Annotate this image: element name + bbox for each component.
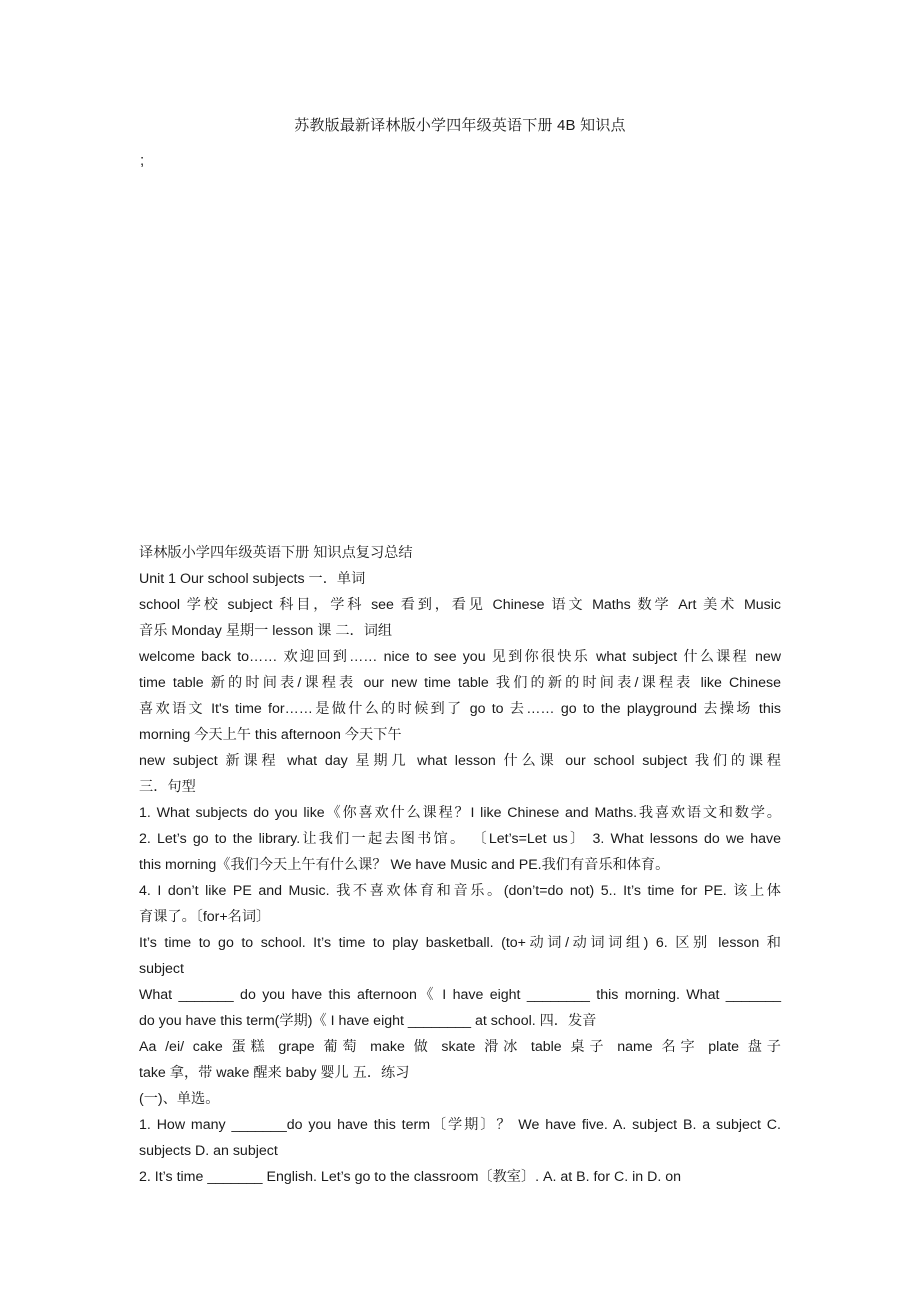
document-body [139, 540, 781, 1190]
body-line: subject [139, 961, 184, 977]
body-line: time table 新的时间表/课程表 our new time table 我们的新的时间表/课程表 like Chinese [139, 675, 781, 691]
body-line: 喜欢语文 It's time for……是做什么的时候到了 go to 去…… go to the playground 去操场 this [139, 701, 781, 717]
body-line: do you have this term(学期)《 I have eight ________ at school. 四．发音 [139, 1013, 597, 1029]
document-title: 苏教版最新译林版小学四年级英语下册 4B 知识点 [294, 117, 626, 134]
body-line: school 学校 subject 科目，学科 see 看到，看见 Chinese 语文 Maths 数学 Art 美术 Music [139, 597, 781, 613]
body-line: 1. How many _______do you have this term〔学期〕？ We have five. A. subject B. a subject C. [139, 1117, 781, 1133]
body-line: morning 今天上午 this afternoon 今天下午 [139, 727, 402, 743]
body-line: new subject 新课程 what day 星期几 what lesson 什么课 our school subject 我们的课程 [139, 753, 781, 769]
body-line: 三．句型 [139, 779, 196, 795]
body-line: 育课了。〔for+名词〕 [139, 909, 271, 925]
body-line: subjects D. an subject [139, 1143, 278, 1159]
body-line: It’s time to go to school. It’s time to play basketball. (to+动词/动词词组) 6. 区别 lesson 和 [139, 935, 781, 951]
body-line: 音乐 Monday 星期一 lesson 课 二．词组 [139, 623, 393, 639]
body-line: Aa /ei/ cake 蛋糕 grape 葡萄 make 做 skate 滑冰 table 桌子 name 名字 plate 盘子 [139, 1039, 781, 1055]
body-line: 2. It’s time _______ English. Let’s go to the classroom〔教室〕. A. at B. for C. in D. on [139, 1169, 682, 1185]
body-line: What _______ do you have this afternoon《 I have eight ________ this morning. What _______ [139, 987, 781, 1003]
body-line: take 拿，带 wake 醒来 baby 婴儿 五．练习 [139, 1065, 410, 1081]
separator-mark: ; [140, 152, 145, 169]
unit-heading: Unit 1 Our school subjects 一．单词 [139, 571, 366, 587]
body-line: welcome back to…… 欢迎回到…… nice to see you 见到你很快乐 what subject 什么课程 new [139, 649, 781, 665]
body-line: 2. Let’s go to the library.让我们一起去图书馆。 〔Let’s=Let us〕 3. What lessons do we have [139, 831, 781, 847]
body-line: 4. I don’t like PE and Music. 我不喜欢体育和音乐。(don’t=do not) 5.. It’s time for PE. 该上体 [139, 883, 781, 899]
body-line: 1. What subjects do you like《你喜欢什么课程？I like Chinese and Maths.我喜欢语文和数学。 [139, 805, 781, 821]
body-line: (一)、单选。 [139, 1091, 220, 1107]
body-line: this morning《我们今天上午有什么课？ We have Music and PE.我们有音乐和体育。 [139, 857, 670, 873]
section-heading: 译林版小学四年级英语下册 知识点复习总结 [139, 545, 413, 561]
